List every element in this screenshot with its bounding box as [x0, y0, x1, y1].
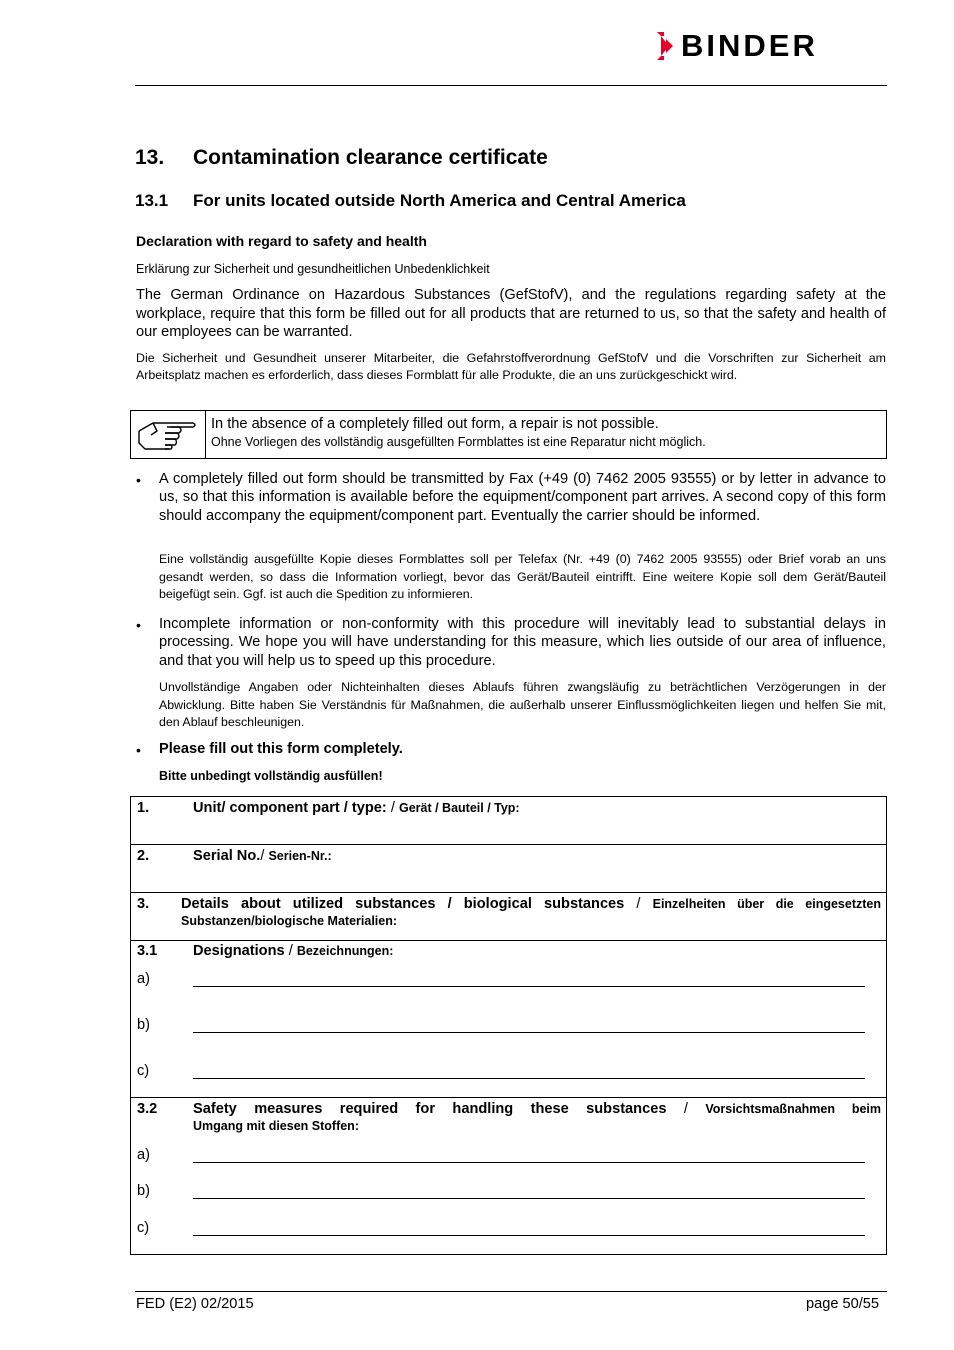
section-title: 13.1 For units located outside North America and Central America	[135, 191, 686, 210]
notice-text: In the absence of a completely filled out form, a repair is not possible.	[211, 416, 659, 432]
safety-c-label: c)	[137, 1220, 150, 1236]
page-number: page 50/55	[806, 1296, 880, 1312]
safety-b-field[interactable]	[193, 1198, 865, 1199]
declaration-heading-de: Erklärung zur Sicherheit und gesundheitlichen Unbedenklichkeit	[136, 262, 490, 276]
safety-a-field[interactable]	[193, 1162, 865, 1163]
bullet-fax: A completely filled out form should be transmitted by Fax (+49 (0) 7462 2005 93555) or by letter in advance to us, so that this information is available before the equipment/component part arrives. A second copy of this form should accompany the equipment/component part. Eventually the carrier should be informed.	[159, 471, 886, 524]
form-num-3: 3.	[137, 896, 150, 912]
intro-paragraph: The German Ordinance on Hazardous Substances (GefStofV), and the regulations regarding safety at the workplace, require that this form be filled out for all products that are returned to us, so that the safety and health of our employees can be warranted.	[136, 287, 886, 340]
intro-paragraph-de: Die Sicherheit und Gesundheit unserer Mitarbeiter, die Gefahrstoffverordnung GefStofV und die Vorschriften zur Sicherheit am Arbeitsplatz machen es erforderlich, dass dieses Formblatt für alle Produkte, die an uns zurückgeschickt wird.	[136, 351, 886, 382]
designation-a-label: a)	[137, 971, 150, 987]
footer-rule	[135, 1291, 887, 1292]
pointing-hand-icon	[131, 411, 205, 458]
clearance-form	[130, 796, 887, 1255]
bullet-fill-out: Please fill out this form completely.	[159, 741, 403, 757]
designation-b-label: b)	[137, 1017, 150, 1033]
designation-c-field[interactable]	[193, 1078, 865, 1079]
declaration-heading: Declaration with regard to safety and health	[136, 233, 427, 249]
bullet-fax-de: Eine vollständig ausgefüllte Kopie dieses Formblattes soll per Telefax (Nr. +49 (0) 7462 2005 93555) oder Brief vorab an uns gesandt werden, so dass die Information vorliegt, bevor das Gerät/Bauteil eintrifft. Eine weitere Kopie soll dem Gerät/Bauteil beigefügt sein. Ggf. ist auch die Spedition zu informieren.	[159, 552, 886, 601]
notice-text-de: Ohne Vorliegen des vollständig ausgefüllten Formblattes ist eine Reparatur nicht möglich.	[211, 435, 706, 449]
notice-box	[130, 410, 887, 459]
serial-label[interactable]: Serial No./ Serien-Nr.:	[193, 848, 332, 864]
logo-mark-icon	[655, 30, 677, 62]
bullet-fill-out-de: Bitte unbedingt vollständig ausfüllen!	[159, 769, 383, 783]
binder-logo	[655, 30, 887, 62]
bullet-dot: •	[136, 617, 141, 633]
designations-label: Designations / Bezeichnungen:	[193, 943, 394, 959]
substances-label-de: Substanzen/biologische Materialien:	[181, 914, 398, 928]
row-divider	[131, 844, 886, 845]
row-divider	[131, 1097, 886, 1098]
bullet-dot: •	[136, 742, 141, 758]
header-rule	[135, 85, 887, 86]
document-id: FED (E2) 02/2015	[136, 1296, 254, 1312]
row-divider	[131, 892, 886, 893]
designation-c-label: c)	[137, 1063, 150, 1079]
row-divider	[131, 940, 886, 941]
bullet-incomplete: Incomplete information or non-conformity with this procedure will inevitably lead to substantial delays in processing. We hope you will have understanding for this measure, which lies outside of our area of influence, and that you will help us to speed up this procedure.	[159, 616, 886, 669]
safety-measures-label-de: Umgang mit diesen Stoffen:	[193, 1119, 359, 1133]
safety-a-label: a)	[137, 1147, 150, 1163]
safety-b-label: b)	[137, 1183, 150, 1199]
unit-label[interactable]: Unit/ component part / type: / Gerät / Bauteil / Typ:	[193, 800, 520, 816]
page-title: 13. Contamination clearance certificate	[135, 146, 548, 169]
substances-label: Details about utilized substances / biological substances / Einzelheiten über die eingesetzten	[181, 896, 881, 912]
brand-name: BINDER	[681, 28, 818, 63]
form-num-3-1: 3.1	[137, 943, 158, 959]
bullet-dot: •	[136, 472, 141, 488]
safety-measures-label: Safety measures required for handling these substances / Vorsichtsmaßnahmen beim	[193, 1101, 881, 1117]
safety-c-field[interactable]	[193, 1235, 865, 1236]
form-num-2: 2.	[137, 848, 150, 864]
designation-b-field[interactable]	[193, 1032, 865, 1033]
form-num-3-2: 3.2	[137, 1101, 158, 1117]
designation-a-field[interactable]	[193, 986, 865, 987]
bullet-incomplete-de: Unvollständige Angaben oder Nichteinhalten dieses Ablaufs führen zwangsläufig zu beträchtlichen Verzögerungen in der Abwicklung. Bitte haben Sie Verständnis für Maßnahmen, die außerhalb unserer Einflussmöglichkeiten liegen und helfen Sie mit, den Ablauf beschleunigen.	[159, 680, 886, 729]
form-num-1: 1.	[137, 800, 150, 816]
